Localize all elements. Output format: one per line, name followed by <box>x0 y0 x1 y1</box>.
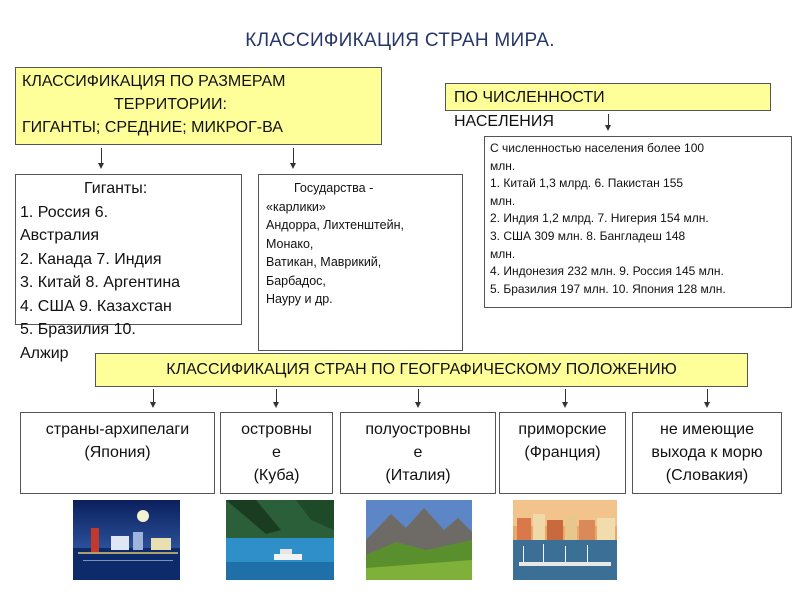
category-example: (Куба) <box>253 467 300 484</box>
population-list-line: млн. <box>490 246 516 261</box>
size-classification-box <box>15 67 382 145</box>
population-list-line: 5. Бразилия 197 млн. 10. Япония 128 млн. <box>490 281 726 296</box>
dwarf-states-line: Науру и др. <box>266 292 333 306</box>
giants-line: 4. США 9. Казахстан <box>20 297 172 315</box>
category-label: не имеющие <box>659 421 754 438</box>
arrow-to-dwarfs <box>293 148 294 164</box>
giants-line: Алжир <box>20 344 69 362</box>
giants-heading: Гиганты: <box>84 180 148 197</box>
category-label: страны-архипелаги <box>45 421 190 438</box>
size-classification-line1: КЛАССИФИКАЦИЯ ПО РАЗМЕРАМ <box>22 73 286 90</box>
giants-box <box>15 174 242 362</box>
arrow-to-coastal <box>565 389 566 403</box>
category-peninsula-box <box>340 412 496 494</box>
population-list-line: 4. Индонезия 232 млн. 9. Россия 145 млн. <box>490 264 724 279</box>
population-list-line: С численностью населения более 100 <box>490 141 705 155</box>
dwarf-states-line: Барбадос, <box>266 273 326 288</box>
category-label: е <box>272 444 281 461</box>
population-classification-line2: НАСЕЛЕНИЯ <box>454 113 554 130</box>
dwarf-states-line: Андорра, Лихтенштейн, <box>266 218 404 232</box>
cuba-beach-photo <box>226 500 334 580</box>
dwarf-states-line: «карлики» <box>266 199 326 214</box>
category-example: (Словакия) <box>665 467 749 484</box>
category-label: приморские <box>518 421 607 438</box>
giants-line: 3. Китай 8. Аргентина <box>20 274 181 291</box>
dwarf-states-line: Ватикан, Маврикий, <box>266 255 382 269</box>
page-title: КЛАССИФИКАЦИЯ СТРАН МИРА. <box>245 30 555 51</box>
category-coastal-box <box>499 412 626 494</box>
category-label: е <box>413 444 423 461</box>
category-landlocked-box <box>632 412 782 494</box>
population-list-line: млн. <box>490 158 516 173</box>
size-classification-line3: ГИГАНТЫ; СРЕДНИЕ; МИКРОГ-ВА <box>22 119 283 136</box>
giants-line: 5. Бразилия 10. <box>20 321 136 338</box>
population-classification-box <box>445 83 771 130</box>
arrow-to-landlocked <box>707 389 708 403</box>
japan-harbor-photo <box>73 500 180 580</box>
population-list-line: млн. <box>490 193 516 208</box>
arrow-to-giants <box>101 148 102 164</box>
giants-line: Австралия <box>20 227 100 244</box>
population-list-line: 2. Индия 1,2 млрд. 7. Нигерия 154 млн. <box>490 211 709 226</box>
category-label: островны <box>241 421 312 438</box>
population-list-line: 1. Китай 1,3 млрд. 6. Пакистан 155 <box>490 176 684 191</box>
dwarf-states-box <box>258 174 463 351</box>
category-example: (Франция) <box>524 444 601 461</box>
arrow-to-population-list <box>608 114 609 126</box>
population-list-box <box>484 136 792 308</box>
category-label: выхода к морю <box>651 444 763 461</box>
category-label: полуостровны <box>365 421 471 438</box>
giants-line: 1. Россия 6. <box>20 203 109 221</box>
category-archipelago-box <box>20 412 215 494</box>
italy-mountain-photo <box>366 500 472 580</box>
arrow-to-archipelago <box>153 389 154 403</box>
geo-classification-box: КЛАССИФИКАЦИЯ СТРАН ПО ГЕОГРАФИЧЕСКОМУ ПОЛОЖЕНИЮ <box>95 353 748 387</box>
arrow-to-island <box>276 389 277 403</box>
size-classification-line2: ТЕРРИТОРИИ: <box>114 96 227 113</box>
category-island-box <box>220 412 333 494</box>
giants-line: 2. Канада 7. Индия <box>20 250 162 268</box>
population-list-line: 3. США 309 млн. 8. Бангладеш 148 <box>490 228 686 243</box>
arrow-to-peninsula <box>418 389 419 403</box>
france-port-photo <box>513 500 617 580</box>
dwarf-states-heading: Государства - <box>294 181 374 195</box>
dwarf-states-line: Монако, <box>266 236 314 251</box>
category-example: (Италия) <box>385 467 451 484</box>
population-classification-line1: ПО ЧИСЛЕННОСТИ <box>454 89 605 106</box>
category-example: (Япония) <box>84 444 151 461</box>
